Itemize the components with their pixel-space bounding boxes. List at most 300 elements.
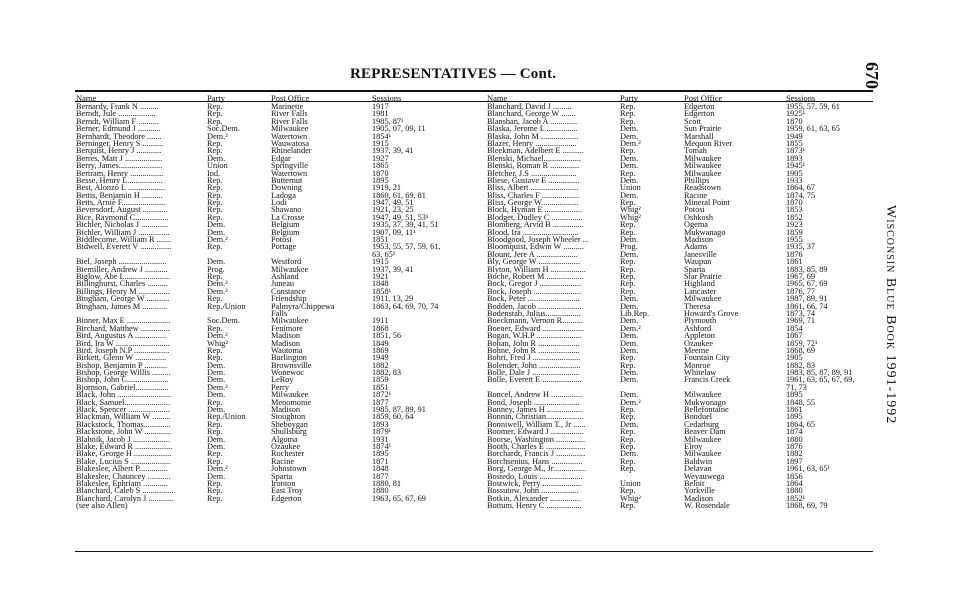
right-name-cell: Bock, Gregor J .................... [487,279,582,289]
left-sessions-cell: 1937, 39, 41 [372,264,414,274]
header-rule [75,101,873,102]
right-party-cell: Dem.² [620,138,641,148]
right-party-cell: Dem. [620,368,639,378]
right-party-cell: Rep. [620,427,636,437]
right-name-cell: Blaska, John M .................. [487,131,579,141]
right-sessions-cell: 1848, 55 [786,397,816,407]
left-post-office-cell: Brownsville [271,360,312,370]
right-name-cell: Bostedo, Louis ..................... [487,471,583,481]
right-post-office-cell: Yorkville [684,486,715,496]
left-name-cell: Bingham, James M ............ [76,301,168,311]
left-sessions-cell: 1947, 49, 51 [372,198,414,208]
right-name-cell: Bolle, Dale J ....................... [487,368,580,378]
right-header-post-office: Post Office [684,93,723,103]
right-post-office-cell: Plymouth [684,316,717,326]
left-post-office-cell: Belgium [271,227,300,237]
left-sessions-cell: 1851, 56 [372,331,402,341]
left-name-cell: Blanchard, Caleb S ............... [76,486,174,496]
left-post-office-cell: Wautoma [271,345,303,355]
left-table-row [76,502,476,509]
left-post-office-cell: Menomonie [271,397,312,407]
bottom-rule [75,551,873,552]
right-party-cell: Dem.² [620,397,641,407]
right-sessions-cell: 1864 [786,478,803,488]
right-party-cell: Rep. [620,286,636,296]
right-post-office-cell: Readstown [684,183,721,193]
left-post-office-cell: Palmyra/Chippewa [271,301,335,311]
left-sessions-cell: 1917 [372,102,389,111]
right-name-cell: Blanshan, Jacob A ............. [487,116,578,126]
left-post-office-cell: Springville [271,161,308,171]
right-name-cell: Borchardt, Francis J .............. [487,449,586,459]
right-sessions-cell: 1852 [786,212,803,222]
left-name-cell: Berndt, William F .......... [76,116,159,126]
left-party-cell: Rep. [207,345,223,355]
right-post-office-cell: Edgerton [684,102,715,111]
left-post-office-cell: Ironton [271,478,296,488]
right-party-cell: Dem. [620,331,639,341]
right-name-cell: Bohan, John R .................... [487,338,580,348]
right-sessions-cell: 1859 [786,227,803,237]
left-name-cell: Berninger, Henry S .......... [76,138,164,148]
left-sessions-cell: 1865 [372,161,389,171]
right-party-cell: Rep. [620,486,636,496]
right-sessions-cell: 1870 [786,198,803,208]
right-party-cell: Dem. [620,301,639,311]
left-sessions-cell: 1921 [372,271,389,281]
right-post-office-cell: Janesville [684,249,717,259]
right-party-cell: Union [620,183,641,193]
right-party-cell: Rep. [620,405,636,415]
left-post-office-cell: River Falls [271,116,308,126]
left-sessions-cell: 1882, 83 [372,368,402,378]
right-sessions-cell: 1870 [786,116,803,126]
left-sessions-cell: 1905, 07, 09, 11 [372,124,426,134]
left-name-cell: Blackstock, Thomas............. [76,419,171,429]
right-post-office-cell: Milwaukee [684,294,722,304]
left-post-office-cell: Perry [271,382,289,392]
right-party-cell: Rep. [620,168,636,178]
left-party-cell: Union [207,161,228,171]
right-name-cell: Bloomquist, Edwin W .......... [487,242,584,252]
left-party-cell: Dem.² [207,131,228,141]
side-running-title: Wisconsin Blue Book 1991-1992 [883,205,898,425]
left-party-cell: Rep. [207,205,223,215]
right-party-cell: Whig² [620,493,641,503]
right-name-cell: Bohri, Fred J ....................... [487,353,581,363]
left-sessions-cell: 1915 [372,257,389,267]
right-name-cell: Borchsenius, Hans ............... [487,456,583,466]
left-party-cell: Soc.Dem. [207,124,240,134]
right-post-office-cell: Adams [684,242,708,252]
left-party-cell: Dem. [207,375,226,385]
right-name-cell: Bock, Joseph ....................... [487,286,582,296]
right-sessions-cell: 1965, 67, 69 [786,279,828,289]
left-party-cell: Rep. [207,486,223,496]
left-name-cell: Bird, Augustus A ............... [76,331,167,341]
page-title: REPRESENTATIVES — Cont. [350,66,557,82]
left-sessions-cell: 1879¹ [372,427,392,437]
left-sessions-cell: 1871 [372,456,389,466]
left-sessions-cell: 1849 [372,338,389,348]
right-party-cell: Rep. [620,109,636,119]
right-party-cell: Union [620,478,641,488]
left-party-cell: Rep. [207,138,223,148]
right-party-cell: Dem. [620,390,639,400]
left-post-office-cell: Racine [271,456,295,466]
right-name-cell: Blaska, Jerome L ............... [487,124,578,134]
right-party-cell: Dem. [620,190,639,200]
left-sessions-cell: 1872¹ [372,390,392,400]
left-name-cell: Bird, Ira W .......................... [76,338,170,348]
right-party-cell: Dem. [620,161,639,171]
left-post-office-cell: Fenimore [271,323,303,333]
right-sessions-cell: 1854 [786,323,803,333]
left-sessions-cell: 1877 [372,471,389,481]
right-sessions-cell: 1923 [786,220,803,230]
left-name-cell: Blakeslee, Albert P.............. [76,464,168,474]
left-name-cell: Bingham, George W ........... [76,294,170,304]
left-name-cell: Biddlecome, William R ....... [76,235,172,245]
left-name-cell: Black, Samuel...................... [76,397,171,407]
left-party-cell: Dem.² [207,331,228,341]
left-post-office-cell: Milwaukee [271,124,309,134]
left-party-cell: Rep./Union [207,412,246,422]
right-post-office-cell: Mukwanago [684,227,726,237]
left-name-cell: Bertram, Henry ................ [76,168,164,178]
right-party-cell: Whig² [620,205,641,215]
left-post-office-cell: Rochester [271,449,305,459]
right-post-office-cell: Monroe [684,360,711,370]
right-party-cell: Dem. [620,153,639,163]
right-post-office-cell: Sparta [684,264,706,274]
left-sessions-cell: 1949 [372,353,389,363]
right-post-office-cell: Meeme [684,345,709,355]
right-name-cell: Boche, Robert M .................. [487,271,584,281]
left-post-office-cell: River Falls [271,109,308,119]
left-party-cell: Ind. [207,168,221,178]
right-party-cell: Rep. [620,220,636,230]
right-name-cell: Blomberg, Arvid B ............... [487,220,584,230]
left-name-cell: Blanchard, Carolyn J ............ [76,493,174,503]
left-name-cell: Blackstone, John W ............. [76,427,172,437]
left-party-cell: Rep. [207,271,223,281]
left-name-cell: Berner, Edmund J ........... [76,124,161,134]
right-post-office-cell: Sun Prairie [684,124,722,134]
right-post-office-cell: Francis Creek [684,375,731,385]
left-party-cell: Rep. [207,190,223,200]
left-table-row [76,243,476,250]
left-party-cell: Dem. [207,405,226,415]
left-name-cell: Biglow, Abe L...................... [76,271,171,281]
left-post-office-cell: Juneau [271,279,295,289]
left-sessions-cell: 1907, 09, 11¹ [372,227,416,237]
right-name-cell: Blenski, Roman R .............. [487,161,580,171]
right-sessions-cell: 1967, 69 [786,271,816,281]
right-post-office-cell: Beloit [684,478,705,488]
right-name-cell: Bolender, John .................... [487,360,581,370]
left-post-office-cell: East Troy [271,486,304,496]
left-name-cell: Blackman, William W ......... [76,412,171,422]
left-name-cell: Biel, Joseph ....................... [76,257,167,267]
right-party-cell: Rep. [620,227,636,237]
right-name-cell: Bly, George W .................... [487,257,581,267]
right-name-cell: Bottum, Henry C ................. [487,501,582,511]
right-name-cell: Bliss, George W.................. [487,198,579,208]
right-post-office-cell: Phillips [684,175,710,185]
left-post-office-cell: Westford [271,257,302,267]
left-name-cell: Bettis, Benjamin H .......... [76,190,163,200]
right-party-cell: Dem. [620,294,639,304]
left-post-office-cell: Ashland [271,271,299,281]
left-header-post-office: Post Office [271,93,310,103]
right-party-cell: Dem. [620,419,639,429]
right-party-cell: Rep. [620,271,636,281]
right-sessions-cell: 1852¹ [786,493,806,503]
right-party-cell: Rep. [620,279,636,289]
left-party-cell: Rep. [207,102,223,111]
left-sessions-cell: 1911, 13, 29 [372,294,414,304]
left-name-cell: Bichler, William J ............... [76,227,170,237]
left-party-cell: Rep. [207,109,223,119]
right-name-cell: Bolle, Everett E ................... [487,375,582,385]
right-name-cell: Bogan, W.H.P ...................... [487,331,582,341]
left-sessions-cell: 1985, 87, 89, 91 [372,405,426,415]
right-name-cell: Block, Hyman E .................. [487,205,582,215]
right-post-office-cell: Baldwin [684,456,713,466]
right-post-office-cell: Cedarburg [684,419,719,429]
left-party-cell: Rep./Union [207,301,246,311]
left-post-office-cell: La Crosse [271,212,305,222]
left-header-sessions: Sessions [372,93,402,103]
right-name-cell: Bonnin, Christian.................. [487,412,584,422]
right-party-cell: Dem. [620,375,639,385]
right-sessions-cell: 71, 73 [786,382,807,392]
left-post-office-cell: Algoma [271,434,298,444]
left-post-office-cell: Shawano [271,205,302,215]
right-sessions-cell: 1959, 61, 63, 65 [786,124,840,134]
left-party-cell: Rep. [207,397,223,407]
right-post-office-cell: Whitelaw [684,368,717,378]
left-party-cell: Rep. [207,323,223,333]
left-name-cell: Billinghurst, Charles .......... [76,279,168,289]
left-name-cell: Bishop, John C.................... [76,375,169,385]
left-post-office-cell: Portage [271,242,297,252]
right-table-row [487,502,877,509]
left-party-cell: Rep. [207,146,223,156]
right-post-office-cell: Milwaukee [684,449,722,459]
right-post-office-cell: Delavan [684,464,712,474]
right-party-cell: Dem.² [620,323,641,333]
right-sessions-cell: 1873¹ [786,146,806,156]
right-party-cell: Rep. [620,501,636,511]
right-sessions-cell: 1868, 69 [786,345,816,355]
left-sessions-cell: 1880 [372,486,389,496]
right-post-office-cell: Theresa [684,301,711,311]
right-party-cell: Whig² [620,212,641,222]
right-name-cell: Botkin, Alexander ............... [487,493,582,503]
left-party-cell: Dem. [207,434,226,444]
right-post-office-cell: Bellefontaine [684,405,729,415]
left-sessions-cell: 1880, 81 [372,478,402,488]
left-post-office-cell: Butternut [271,175,303,185]
right-post-office-cell: Waupun [684,257,712,267]
left-name-cell: Best, Alonzo L .................. [76,183,166,193]
right-sessions-cell: 1882, 83 [786,360,816,370]
left-post-office-cell: Belgium [271,220,300,230]
left-party-cell: Dem. [207,227,226,237]
left-sessions-cell: 1868 [372,323,389,333]
right-sessions-cell: 1876 [786,441,803,451]
right-name-cell: Blount, Jere A .................... [487,249,578,259]
right-post-office-cell: Bonduel [684,412,713,422]
left-name-cell: Blakeslee, Ephriam ............ [76,478,168,488]
right-post-office-cell: Mequon River [684,138,733,148]
right-name-cell: Blazer, Henry .................... [487,138,577,148]
left-name-cell: Birchard, Matthew .............. [76,323,170,333]
right-sessions-cell: 1867 [786,331,803,341]
left-sessions-cell: 1870 [372,168,389,178]
right-sessions-cell: 1882 [786,449,803,459]
right-sessions-cell: 1856 [786,471,803,481]
left-name-cell: Berry, James..................... [76,161,163,171]
left-name-cell: Berndt, Jule .................. [76,109,156,119]
right-post-office-cell: Milwaukee [684,434,722,444]
right-party-cell: Rep. [620,456,636,466]
left-name-cell: Bichler, Nicholas J ............. [76,220,169,230]
left-party-cell: Dem.² [207,382,228,392]
left-name-cell: Bjornson, Gabriel................ [76,382,169,392]
left-post-office-cell: Edgerton [271,493,302,503]
right-party-cell: Rep. [620,434,636,444]
right-sessions-cell: 1864, 67 [786,183,816,193]
right-post-office-cell: Ogema [684,220,708,230]
left-party-cell: Dem. [207,368,226,378]
left-post-office-cell: Potosi [271,235,292,245]
right-party-cell: Dem. [620,175,639,185]
left-name-cell: Berquist, Henry J ............ [76,146,162,156]
right-name-cell: Bloodgood, Joseph Wheeler ... [487,235,589,245]
left-post-office-cell: Madison [271,338,301,348]
right-sessions-cell: 1961, 63, 65¹ [786,464,830,474]
right-post-office-cell: Lancaster [684,286,717,296]
left-name-cell: Bernhardt, Theodore ....... [76,131,162,141]
right-sessions-cell: 1859, 72¹ [786,338,818,348]
left-post-office-cell: Edgar [271,153,291,163]
right-header-sessions: Sessions [786,93,816,103]
left-party-cell: Soc.Dem. [207,316,240,326]
right-name-cell: Bonniwell, William T., Jr ...... [487,419,586,429]
right-party-cell: Rep. [620,353,636,363]
right-name-cell: Bonney, James H ................. [487,405,583,415]
left-party-cell: Rep. [207,456,223,466]
left-name-cell: Binner, Max E ..................... [76,316,171,326]
right-post-office-cell: Ashford [684,323,712,333]
right-party-cell: Dem. [620,124,639,134]
right-sessions-cell: 1969, 71 [786,316,816,326]
right-roster-column [487,103,877,509]
right-party-cell: Rep. [620,198,636,208]
right-sessions-cell: 1853 [786,205,803,215]
right-sessions-cell: 1880 [786,434,803,444]
right-post-office-cell: W. Rosendale [684,501,730,511]
right-header-party: Party [620,93,638,103]
left-sessions-cell: 1877 [372,397,389,407]
left-sessions-cell: 1931 [372,434,389,444]
right-sessions-cell: 1873, 74 [786,308,816,318]
left-party-cell: Rep. [207,294,223,304]
left-party-cell: Dem.² [207,235,228,245]
left-post-office-cell: Ozaukee [271,441,301,451]
right-sessions-cell: 1861 [786,405,803,415]
right-name-cell: Bossutow, John .................. [487,486,579,496]
left-name-cell: Besse, Henry L................. [76,175,163,185]
right-name-cell: Boorse, Washington .............. [487,434,586,444]
left-party-cell: Dem.² [207,286,228,296]
left-sessions-cell: 1882 [372,360,389,370]
right-sessions-cell: 1905 [786,168,803,178]
page-number: 670 [862,62,882,89]
left-party-cell: Rep. [207,212,223,222]
right-party-cell: Rep. [620,116,636,126]
left-party-cell: Dem. [207,471,226,481]
left-name-cell: Berres, Matt J .................. [76,153,163,163]
left-sessions-cell: 1869 [372,345,389,355]
right-name-cell: Boeckmann, Vernon R.......... [487,316,583,326]
left-name-cell: Blake, Lucius S ................... [76,456,171,466]
left-name-cell: Bishop, Benjamin P ........... [76,360,168,370]
right-post-office-cell: Madison [684,235,714,245]
left-party-cell: Rep. [207,427,223,437]
right-post-office-cell: Edgerton [684,109,715,119]
right-sessions-cell: 1880 [786,486,803,496]
left-sessions-cell: 1854¹ [372,131,392,141]
left-name-cell: Beversdorf, August ............ [76,205,168,215]
right-sessions-cell: 1945¹ [786,161,806,171]
left-sessions-cell: 63, 65¹ [372,249,396,259]
left-party-cell: Dem. [207,220,226,230]
left-sessions-cell: 1863, 64, 69, 70, 74 [372,301,439,311]
left-name-cell: Birkett, Glenn W ............... [76,353,167,363]
left-post-office-cell: Johnstown [271,464,307,474]
left-name-cell: Blakeslee, Chauncey ........... [76,471,171,481]
right-post-office-cell: Tomah [684,146,707,156]
left-party-cell: Rep. [207,353,223,363]
left-name-cell: Bishop, George Willis ......... [76,368,171,378]
left-name-cell: Bird, Joseph N.P ................. [76,345,170,355]
left-party-cell: Rep. [207,175,223,185]
left-sessions-cell: 1921, 23, 25 [372,205,414,215]
left-name-cell: Blahnik, Jacob J .................. [76,434,171,444]
left-party-cell: Rep. [207,449,223,459]
left-sessions-cell: 1860, 61, 69, 81 [372,190,426,200]
right-name-cell: Booth, Charles E ................... [487,441,586,451]
left-sessions-cell: 1895 [372,449,389,459]
right-sessions-cell: 1876 [786,249,803,259]
left-name-cell: Bice, Raymond C................ [76,212,169,222]
right-name-cell: Bleekman, Adelbert E .......... [487,146,584,156]
left-party-cell: Dem. [207,360,226,370]
right-name-cell: Blodget, Dudley C ............... [487,212,583,222]
left-sessions-cell: 1953, 55, 57, 59, 61, [372,242,441,252]
left-name-cell: Black, John .......................... [76,390,172,400]
right-name-cell: Blenski, Michael.................. [487,153,582,163]
right-party-cell: Rep. [620,441,636,451]
left-sessions-cell: 1893 [372,419,389,429]
right-party-cell: Dem. [620,338,639,348]
right-table-row [487,376,877,383]
left-sessions-cell: 1963, 65, 67, 69 [372,493,426,503]
